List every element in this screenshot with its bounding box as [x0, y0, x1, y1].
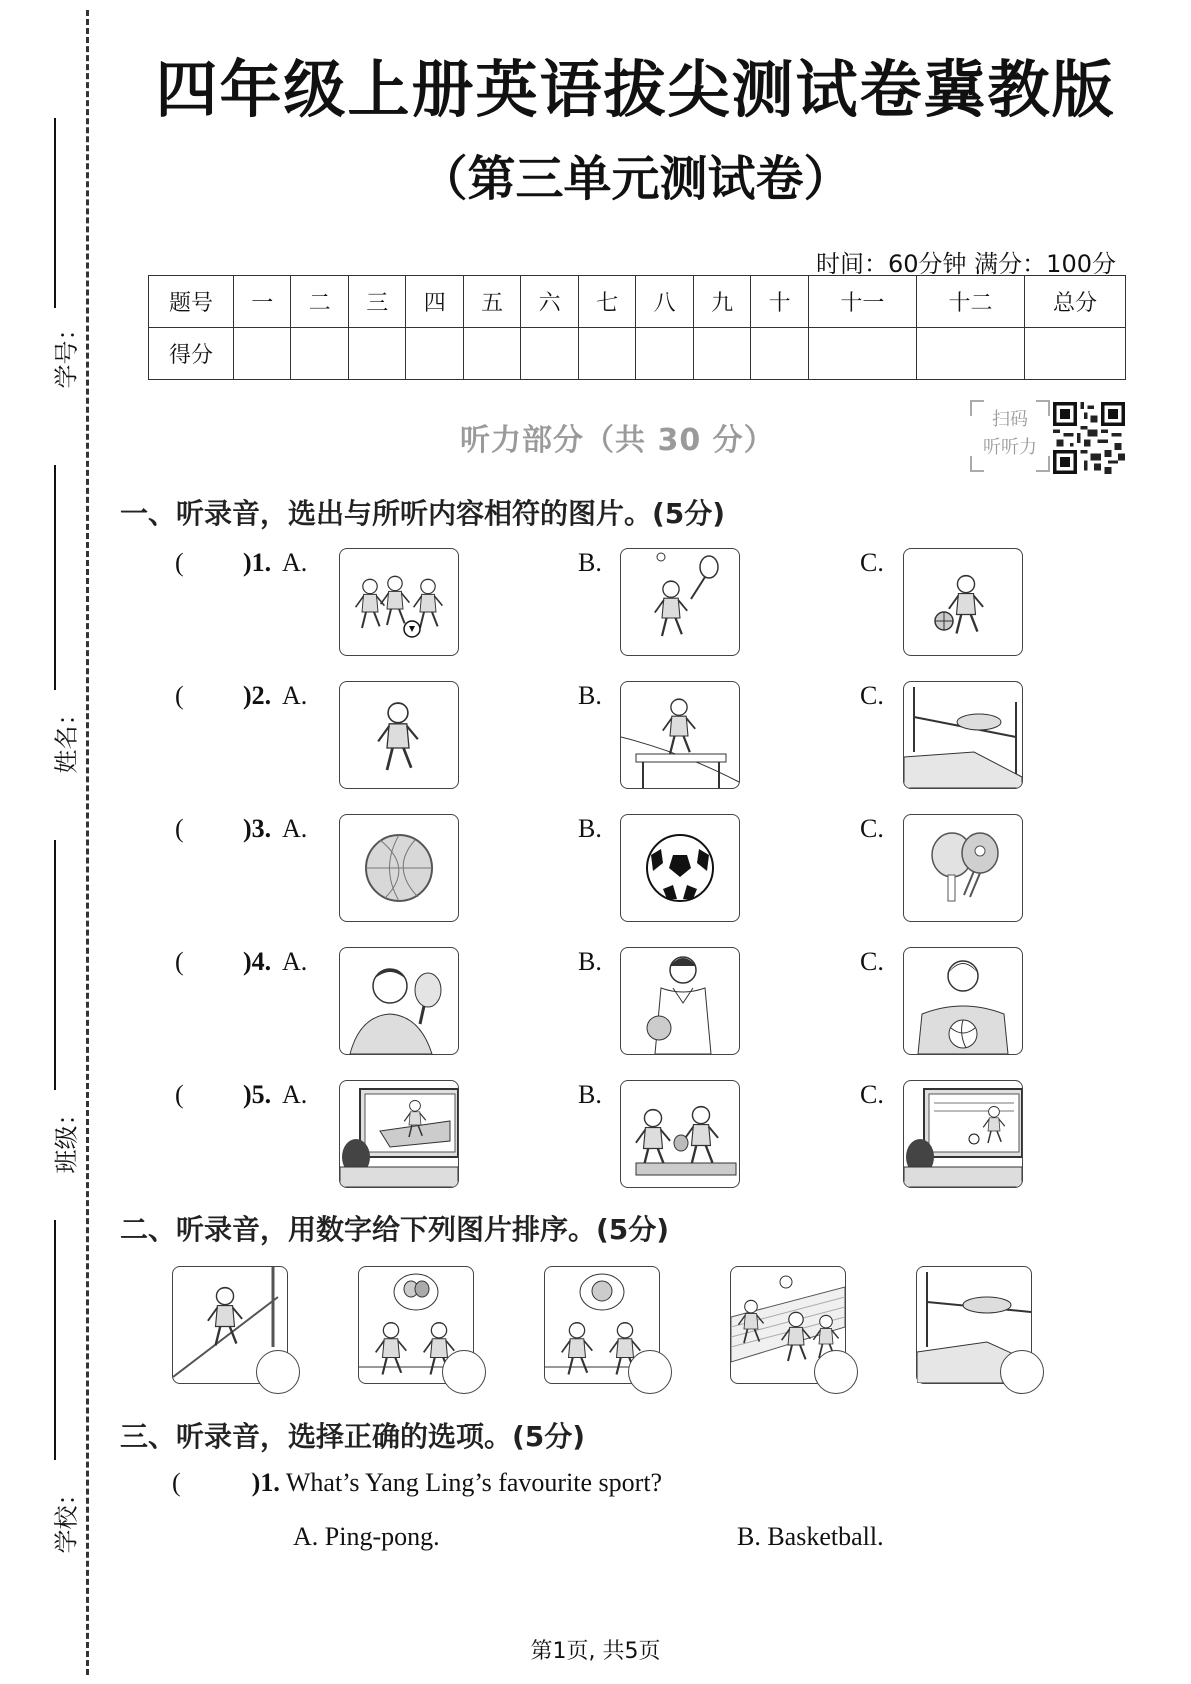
- option-b[interactable]: B. Basketball.: [737, 1522, 884, 1551]
- score-table: [148, 275, 1126, 380]
- score-cell[interactable]: [916, 328, 1024, 380]
- header-cell: 五: [463, 276, 520, 328]
- score-cell[interactable]: [463, 328, 520, 380]
- option-label: B.: [578, 681, 602, 710]
- score-cell[interactable]: [751, 328, 808, 380]
- question-number: )1.: [243, 548, 272, 577]
- header-cell: 总分: [1025, 276, 1126, 328]
- option-label: C.: [860, 681, 884, 710]
- student-id-label: 学号：: [52, 316, 81, 389]
- section1-title: 一、听录音，选出与所听内容相符的图片。(5分): [120, 497, 726, 530]
- header-cell: 四: [406, 276, 463, 328]
- question-number: )2.: [243, 681, 272, 710]
- header-cell: 八: [636, 276, 693, 328]
- page-subtitle: （第三单元测试卷）: [419, 151, 852, 207]
- header-cell: 七: [578, 276, 635, 328]
- order-number-circle-5[interactable]: [1000, 1350, 1044, 1394]
- high-jump-picture[interactable]: [903, 681, 1023, 789]
- page-title: 四年级上册英语拔尖测试卷冀教版: [155, 53, 1116, 126]
- header-cell: 六: [521, 276, 578, 328]
- question-text: What’s Yang Ling’s favourite sport?: [285, 1468, 663, 1497]
- score-cell[interactable]: [636, 328, 693, 380]
- exam-meta: 时间：60分钟 满分：100分: [816, 250, 1116, 278]
- boy-playing-tennis-picture[interactable]: [620, 548, 740, 656]
- score-row-label: 得分: [149, 328, 234, 380]
- football-picture[interactable]: [620, 814, 740, 922]
- header-cell: 十二: [916, 276, 1024, 328]
- score-cell[interactable]: [348, 328, 405, 380]
- scan-text-line1: 扫码: [992, 409, 1028, 430]
- school-line: [54, 1220, 56, 1460]
- option-label: A.: [282, 548, 308, 577]
- option-a[interactable]: A. Ping-pong.: [293, 1522, 440, 1551]
- listening-section-title: 听力部分（共 30 分）: [460, 423, 775, 458]
- girls-playing-ping-pong-picture[interactable]: [620, 1080, 740, 1188]
- option-label: B.: [578, 814, 602, 843]
- option-label: A.: [282, 814, 308, 843]
- option-label: B.: [578, 1080, 602, 1109]
- option-label: C.: [860, 548, 884, 577]
- option-label: B.: [578, 947, 602, 976]
- question-number: )4.: [243, 947, 272, 976]
- score-cell[interactable]: [234, 328, 291, 380]
- section1-question-2: [170, 673, 1070, 785]
- binding-dotted-line: [86, 10, 89, 1675]
- girl-running-picture[interactable]: [339, 681, 459, 789]
- section2-title: 二、听录音，用数字给下列图片排序。(5分): [120, 1213, 670, 1246]
- section1-question-3: [170, 806, 1070, 918]
- score-table-header-row: [149, 276, 1126, 328]
- man-with-basketball-picture[interactable]: [620, 947, 740, 1055]
- header-cell: 十: [751, 276, 808, 328]
- answer-paren-open[interactable]: (: [175, 1080, 184, 1109]
- score-cell[interactable]: [291, 328, 348, 380]
- scan-text-line2: 听听力: [983, 437, 1037, 458]
- ping-pong-paddles-picture[interactable]: [903, 814, 1023, 922]
- option-label: C.: [860, 947, 884, 976]
- order-number-circle-4[interactable]: [814, 1350, 858, 1394]
- class-label: 班级：: [52, 1101, 81, 1174]
- section1-question-5: [170, 1072, 1070, 1184]
- score-cell-total[interactable]: [1025, 328, 1126, 380]
- score-cell[interactable]: [808, 328, 916, 380]
- watching-ping-pong-on-tv-picture[interactable]: [339, 1080, 459, 1188]
- section3-question-1: [172, 1468, 662, 1498]
- watching-football-on-tv-picture[interactable]: [903, 1080, 1023, 1188]
- option-label: C.: [860, 814, 884, 843]
- boy-dribbling-basketball-picture[interactable]: [903, 548, 1023, 656]
- option-label: A.: [282, 681, 308, 710]
- score-cell[interactable]: [578, 328, 635, 380]
- answer-paren-open[interactable]: (: [172, 1468, 181, 1497]
- question-number: )1.: [251, 1468, 280, 1497]
- man-with-volleyball-picture[interactable]: [903, 947, 1023, 1055]
- name-label: 姓名：: [52, 701, 81, 774]
- option-label: C.: [860, 1080, 884, 1109]
- qr-code-icon[interactable]: [1052, 402, 1126, 474]
- boys-playing-football-picture[interactable]: [339, 548, 459, 656]
- class-line: [54, 840, 56, 1090]
- name-line: [54, 465, 56, 690]
- header-cell: 九: [693, 276, 750, 328]
- order-number-circle-1[interactable]: [256, 1350, 300, 1394]
- option-label: B.: [578, 548, 602, 577]
- header-cell: 题号: [149, 276, 234, 328]
- header-cell: 十一: [808, 276, 916, 328]
- order-number-circle-2[interactable]: [442, 1350, 486, 1394]
- option-label: A.: [282, 1080, 308, 1109]
- header-cell: 二: [291, 276, 348, 328]
- score-table-score-row: [149, 328, 1126, 380]
- girl-hurdling-picture[interactable]: [620, 681, 740, 789]
- score-cell[interactable]: [693, 328, 750, 380]
- answer-paren-open[interactable]: (: [175, 681, 184, 710]
- option-label: A.: [282, 947, 308, 976]
- section1-question-1: [170, 540, 1070, 652]
- header-cell: 三: [348, 276, 405, 328]
- score-cell[interactable]: [406, 328, 463, 380]
- header-cell: 一: [234, 276, 291, 328]
- school-label: 学校：: [52, 1481, 81, 1554]
- man-with-ping-pong-paddle-picture[interactable]: [339, 947, 459, 1055]
- answer-paren-open[interactable]: (: [175, 814, 184, 843]
- question-number: )3.: [243, 814, 272, 843]
- order-number-circle-3[interactable]: [628, 1350, 672, 1394]
- section1-question-4: [170, 939, 1070, 1051]
- scan-prompt: [970, 400, 1050, 472]
- page-footer: 第1页, 共5页: [530, 1639, 661, 1664]
- basketball-picture[interactable]: [339, 814, 459, 922]
- section3-title: 三、听录音，选择正确的选项。(5分): [120, 1420, 586, 1453]
- score-cell[interactable]: [521, 328, 578, 380]
- answer-paren-open[interactable]: (: [175, 548, 184, 577]
- answer-paren-open[interactable]: (: [175, 947, 184, 976]
- question-number: )5.: [243, 1080, 272, 1109]
